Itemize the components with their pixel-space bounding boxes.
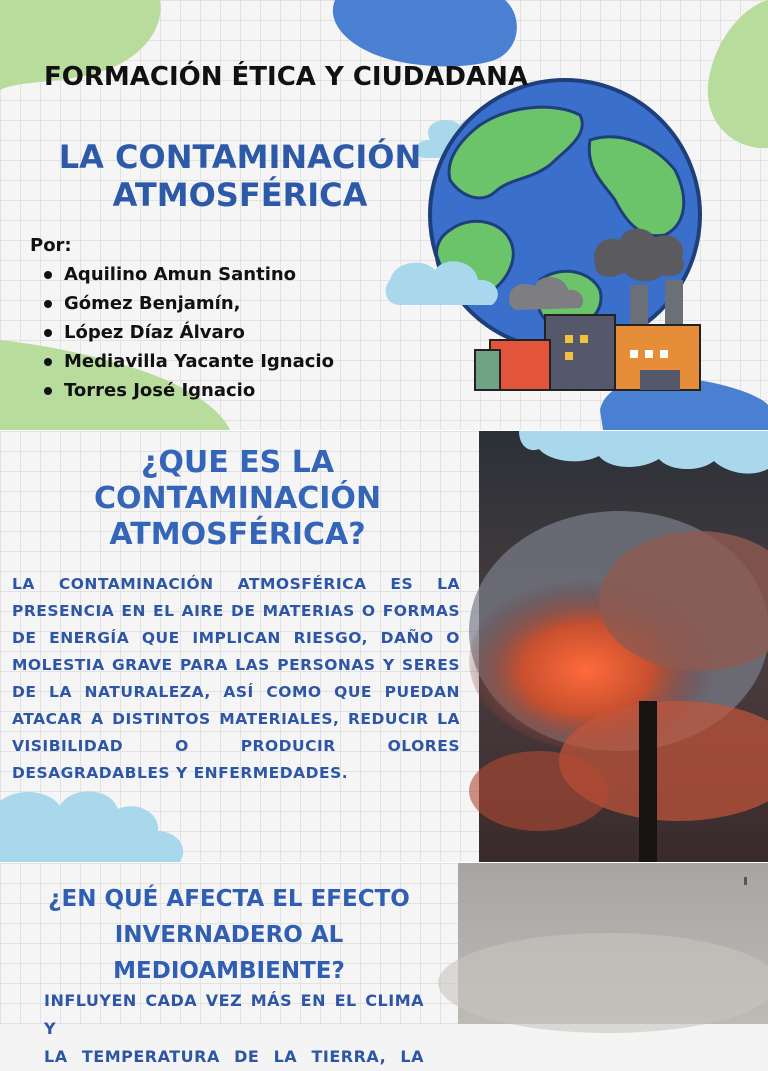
what-is-section (0, 431, 768, 862)
blue-blob-top (333, 0, 517, 66)
effect-paragraph (44, 987, 424, 1071)
definition-paragraph: LA CONTAMINACIÓN ATMOSFÉRICA ES LA PRESENCIA EN EL AIRE DE MATERIAS O FORMAS DE ENERGÍA QUE IMPLICAN RIESGO, DAÑO O MOLESTIA GRAVE PARA LAS PERSONAS Y SERES DE LA NATURALEZA, ASÍ COMO QUE PUEDAN ATACAR A DISTINTOS MATERIALES, REDUCIR LA VISIBILIDAD O PRODUCIR OLORES DESAGRADABLES Y ENFERMEDADES. (12, 575, 460, 782)
authors-list (44, 262, 334, 407)
author-name: Torres José Ignacio (64, 380, 256, 401)
topic-title-line: ATMOSFÉRICA (112, 176, 368, 214)
bullet-icon (44, 329, 52, 337)
heading-line: ATMOSFÉRICA? (109, 517, 366, 552)
topic-title (40, 138, 440, 214)
author-name: Aquilino Amun Santino (64, 264, 297, 285)
bullet-icon (44, 300, 52, 308)
author-item (44, 262, 334, 291)
author-name: López Díaz Álvaro (64, 322, 245, 343)
paragraph-line: LA TEMPERATURA DE LA TIERRA, LA (44, 1047, 424, 1066)
document-title: FORMACIÓN ÉTICA Y CIUDADANA (44, 62, 529, 92)
heading-line: INVERNADERO AL MEDIOAMBIENTE? (113, 922, 345, 984)
factory-icon (545, 315, 615, 390)
author-item (44, 378, 334, 407)
cloud-icon (0, 791, 183, 862)
section-heading (0, 881, 458, 989)
bullet-icon (44, 358, 52, 366)
green-blob-right (708, 0, 768, 148)
heading-line: ¿EN QUÉ AFECTA EL EFECTO (48, 886, 410, 912)
topic-title-line: LA CONTAMINACIÓN (58, 138, 422, 176)
heading-line: CONTAMINACIÓN (93, 481, 382, 516)
author-item (44, 291, 334, 320)
section-heading (15, 445, 460, 553)
bullet-icon (44, 271, 52, 279)
cover-section (0, 0, 768, 430)
bullet-icon (44, 387, 52, 395)
hazy-sky-photo (458, 863, 768, 1024)
paragraph-line: INFLUYEN CADA VEZ MÁS EN EL CLIMA Y (44, 991, 424, 1038)
smokestack-photo (479, 431, 768, 862)
author-item (44, 320, 334, 349)
greenhouse-effect-section (0, 863, 768, 1066)
section-divider (0, 430, 768, 431)
heading-line: ¿QUE ES LA (140, 445, 335, 480)
author-name: Gómez Benjamín, (64, 293, 241, 314)
author-name: Mediavilla Yacante Ignacio (64, 351, 334, 372)
authors-label: Por: (30, 235, 72, 256)
author-item (44, 349, 334, 378)
